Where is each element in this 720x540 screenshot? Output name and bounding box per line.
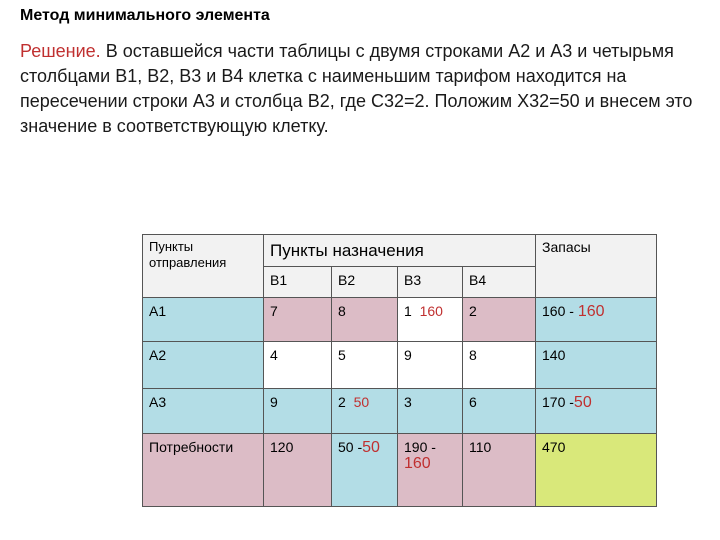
col-header-b3 bbox=[398, 267, 463, 298]
row-label: А1 bbox=[149, 303, 167, 319]
table-row bbox=[143, 342, 657, 389]
solution-paragraph bbox=[20, 39, 710, 139]
stock-header bbox=[536, 235, 657, 298]
cost-cell bbox=[332, 342, 398, 389]
table-row bbox=[143, 389, 657, 434]
allocation-value: 50 bbox=[353, 394, 370, 410]
demand-subtract: 160 bbox=[404, 455, 431, 472]
demand-value: 120 bbox=[270, 439, 294, 455]
cost-cell bbox=[398, 298, 463, 342]
cost-cell bbox=[398, 342, 463, 389]
cost-value: 4 bbox=[270, 347, 278, 363]
cost-value: 9 bbox=[270, 394, 278, 410]
stock-cell bbox=[536, 389, 657, 434]
demand-cell bbox=[332, 434, 398, 507]
table-row bbox=[143, 298, 657, 342]
cost-value: 8 bbox=[469, 347, 477, 363]
row-label-a3 bbox=[143, 389, 264, 434]
row-label-a2 bbox=[143, 342, 264, 389]
row-label: А3 bbox=[149, 394, 167, 410]
cost-cell bbox=[264, 342, 332, 389]
slide-title: Метод минимального элемента bbox=[20, 7, 270, 24]
destinations-label: Пункты назначения bbox=[270, 241, 424, 260]
destinations-header bbox=[264, 235, 536, 267]
demand-value: 110 bbox=[469, 439, 492, 455]
stock-cell bbox=[536, 298, 657, 342]
cost-cell bbox=[264, 298, 332, 342]
cost-cell bbox=[463, 298, 536, 342]
cost-value: 3 bbox=[404, 394, 412, 410]
stock-subtract: 50 bbox=[573, 394, 592, 411]
demand-value: 190 - bbox=[404, 439, 436, 455]
cost-value: 6 bbox=[469, 394, 477, 410]
col-label: В4 bbox=[469, 272, 487, 288]
col-label: В2 bbox=[338, 272, 356, 288]
allocation-value: 160 bbox=[419, 303, 443, 319]
col-header-b4 bbox=[463, 267, 536, 298]
stock-value: 160 - bbox=[542, 303, 578, 319]
cost-value: 5 bbox=[338, 347, 346, 363]
total-value: 470 bbox=[542, 439, 566, 455]
corner-label: Пункты отправления bbox=[149, 239, 227, 270]
transport-table bbox=[142, 234, 657, 507]
cost-cell bbox=[264, 389, 332, 434]
cost-value: 8 bbox=[338, 303, 346, 319]
stock-value: 170 - bbox=[542, 394, 574, 410]
cost-value: 7 bbox=[270, 303, 278, 319]
stock-subtract: 160 bbox=[577, 303, 605, 320]
demand-cell bbox=[264, 434, 332, 507]
col-label: В1 bbox=[270, 272, 288, 288]
solution-text: В оставшейся части таблицы с двумя строками А2 и А3 и четырьмя столбцами В1, В2, В3 и В4 клетка с наименьшим тарифом находится на пересечении строки А3 и столбца В2, где С32=2. Положим Х32=50 и внесем это значение в соответствующую клетку. bbox=[20, 41, 693, 136]
row-label: Потребности bbox=[149, 439, 234, 455]
cost-cell bbox=[463, 389, 536, 434]
stock-value: 140 bbox=[542, 347, 566, 363]
stock-cell bbox=[536, 342, 657, 389]
stock-header-label: Запасы bbox=[542, 239, 591, 255]
cost-cell bbox=[463, 342, 536, 389]
cost-value: 2 bbox=[338, 394, 346, 410]
demand-value: 50 - bbox=[338, 439, 363, 455]
demand-cell bbox=[463, 434, 536, 507]
total-cell bbox=[536, 434, 657, 507]
cost-cell bbox=[332, 298, 398, 342]
col-header-b2 bbox=[332, 267, 398, 298]
cost-value: 9 bbox=[404, 347, 412, 363]
row-label-demand bbox=[143, 434, 264, 507]
demand-subtract: 50 bbox=[362, 439, 380, 456]
row-label: А2 bbox=[149, 347, 167, 363]
cost-cell bbox=[398, 389, 463, 434]
cost-cell bbox=[332, 389, 398, 434]
demand-cell bbox=[398, 434, 463, 507]
row-label-a1 bbox=[143, 298, 264, 342]
cost-value: 1 bbox=[404, 303, 412, 319]
corner-cell bbox=[143, 235, 264, 298]
col-header-b1 bbox=[264, 267, 332, 298]
col-label: В3 bbox=[404, 272, 422, 288]
cost-value: 2 bbox=[469, 303, 477, 319]
demand-row bbox=[143, 434, 657, 507]
solution-lead: Решение. bbox=[20, 41, 101, 61]
